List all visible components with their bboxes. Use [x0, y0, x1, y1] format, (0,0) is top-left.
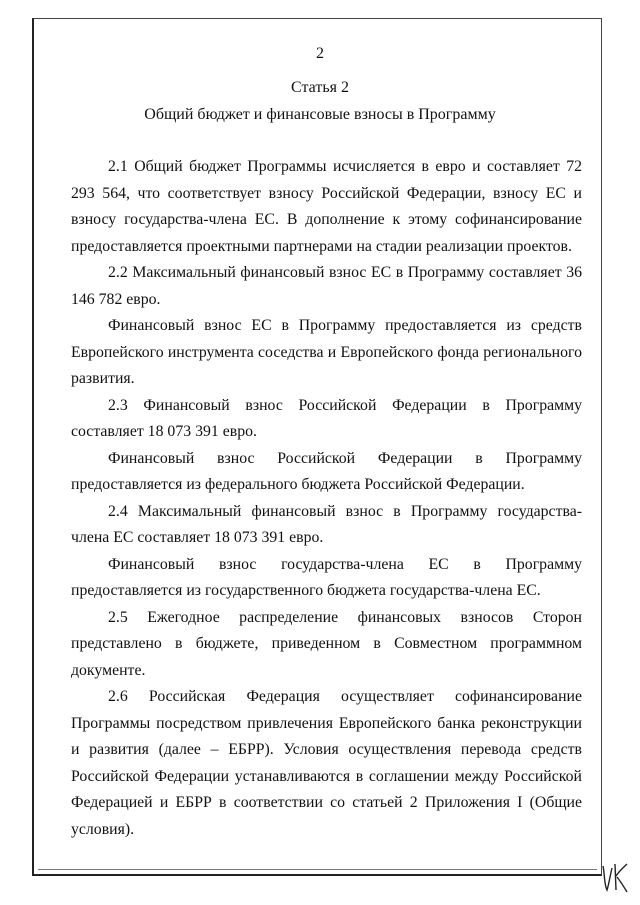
paragraph-member-state-contribution-source: Финансовый взнос государства-члена ЕС в Программу предоставляется из государственного бюджета государства-члена ЕС. [71, 555, 582, 599]
page-number: 2 [316, 45, 324, 62]
paragraph-2-4: 2.4 Максимальный финансовый взнос в Программу государства-члена ЕС составляет 18 073 391 евро. [71, 502, 582, 546]
paragraph-2-6: 2.6 Российская Федерация осуществляет софинансирование Программы посредством привлечения Европейского банка реконструкции и развития (далее – ЕБРР). Условия осуществления перевода средств Российской Федерации устанавливаются в соглашении между Российской Федерацией и ЕБРР в соответствии со статьей 2 Приложения I (Общие условия). [71, 688, 582, 838]
article-subtitle: Общий бюджет и финансовые взносы в Программу [144, 106, 496, 123]
paragraph-eu-contribution-source: Финансовый взнос ЕС в Программу предоставляется из средств Европейского инструмента соседства и Европейского фонда регионального развития. [71, 317, 582, 387]
paragraph-2-5: 2.5 Ежегодное распределение финансовых взносов Сторон представлено в бюджете, приведенном в Совместном программном документе. [71, 608, 582, 679]
paragraph-2-2: 2.2 Максимальный финансовый взнос ЕС в Программу составляет 36 146 782 евро. [71, 264, 582, 308]
article-title: Статья 2 [291, 79, 349, 96]
signature-initials-icon [600, 858, 630, 894]
paragraph-2-3: 2.3 Финансовый взнос Российской Федерации в Программу составляет 18 073 391 евро. [71, 396, 582, 440]
paragraph-2-1: 2.1 Общий бюджет Программы исчисляется в евро и составляет 72 293 564, что соответствует взносу Российской Федерации, взносу ЕС и взносу государства-члена ЕС. В дополнение к этому софинансирование предоставляется проектными партнерами на стадии реализации проектов. [71, 158, 582, 255]
paragraph-rf-contribution-source: Финансовый взнос Российской Федерации в Программу предоставляется из федерального бюджета Российской Федерации. [71, 449, 582, 493]
article-body [71, 154, 582, 843]
